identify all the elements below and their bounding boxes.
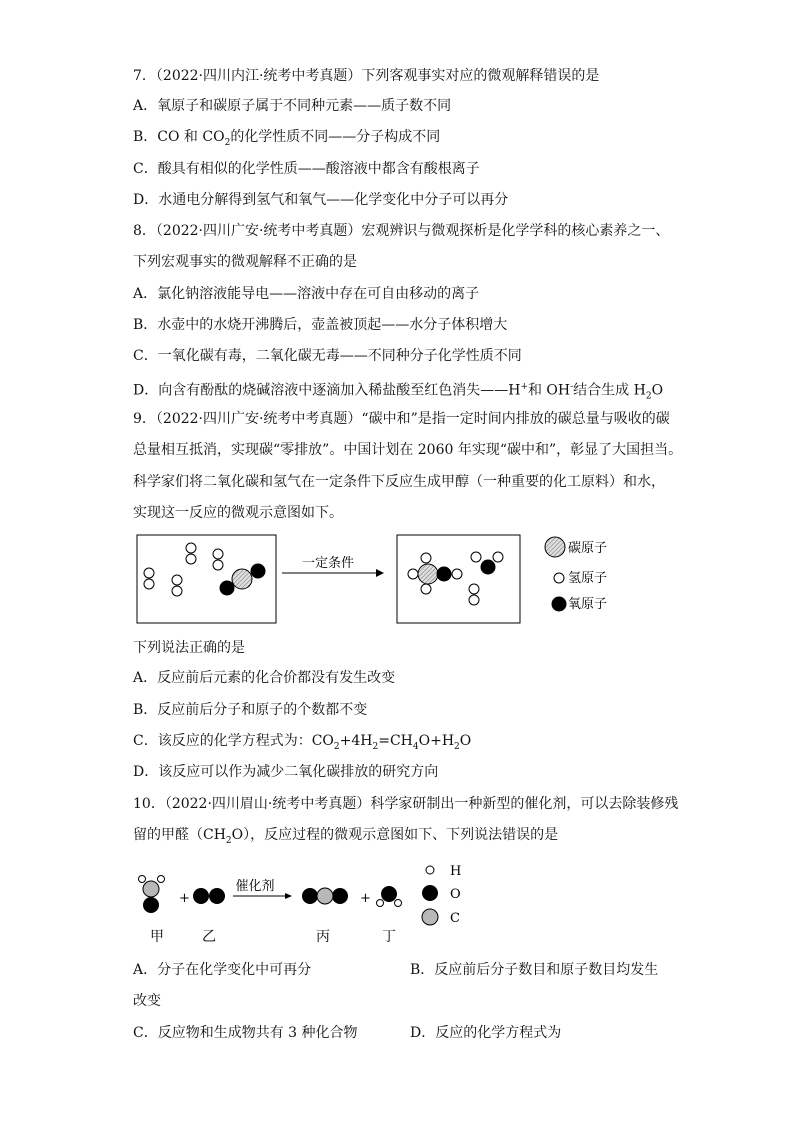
q9-option-a: A．反应前后元素的化合价都没有发生改变 [133,670,396,686]
hydrogen-atom [139,876,146,883]
hydrogen-atom [469,595,479,605]
plus-sign: + [360,891,371,906]
hydrogen-atom [144,579,154,589]
legend-hydrogen-icon [426,866,434,874]
hydrogen-atom [213,560,223,570]
name-jia: 甲 [150,929,164,945]
q10-option-b-cont: 改变 [133,993,161,1009]
carbon-atom [143,881,159,897]
legend-hydrogen-label: 氢原子 [568,571,608,586]
q10-option-b: B．反应前后分子数目和原子数目均发生 [410,962,659,978]
q9-stem-line4: 实现这一反应的微观示意图如下。 [133,505,343,521]
q9-option-c: C．该反应的化学方程式为：$CO_2+4H_2=CH_4O+H_2O$ [133,733,472,752]
q9-reaction-diagram [130,530,630,630]
hydrogen-atom [421,553,431,563]
q8-option-c: C．一氧化碳有毒，二氧化碳无毒——不同种分子化学性质不同 [133,348,522,364]
legend-h-label: H [450,864,462,879]
carbon-atom [232,569,252,589]
arrow-head-icon [285,893,292,899]
hydrogen-atom [408,569,418,579]
hydrogen-atom [213,549,223,559]
oxygen-atom [481,560,496,575]
q10-reaction-diagram [130,855,490,950]
q10-stem-line2: 留的甲醛$(CH_2O)$，反应过程的微观示意图如下、下列说法错误的是 [133,827,559,846]
reactant-box [137,535,276,623]
hydrogen-atom [172,575,182,585]
carbon-atom [418,564,438,584]
hydrogen-atom [421,584,431,594]
legend-carbon-label: 碳原子 [568,541,608,556]
name-bing: 丙 [316,929,330,945]
q9-option-b: B．反应前后分子和原子的个数都不变 [133,702,368,718]
carbon-atom [317,888,333,904]
legend-oxygen-icon [422,885,438,901]
q7-option-c: C．酸具有相似的化学性质——酸溶液中都含有酸根离子 [133,161,480,177]
hydrogen-atom [395,900,402,907]
oxygen-atom [251,564,266,579]
oxygen-atom [209,888,225,904]
hydrogen-atom [172,586,182,596]
q9-stem-line2: 总量相互抵消，实现碳“零排放”。中国计划在 2060 年实现“碳中和”，彰显了大国担当。 [133,442,683,458]
q9-stem-line1: 9．（2022·四川广安·统考中考真题）“碳中和”是指一定时间内排放的碳总量与吸收的碳 [133,411,670,427]
q7-option-b: B．CO 和 $CO_2$的化学性质不同——分子构成不同 [133,129,441,148]
oxygen-atom [437,567,452,582]
legend-carbon-icon [422,909,438,925]
q7-option-a: A．氧原子和碳原子属于不同种元素——质子数不同 [133,98,452,114]
q8-option-a: A．氯化钠溶液能导电——溶液中存在可自由移动的离子 [133,286,480,302]
plus-sign: + [179,891,190,906]
hydrogen-atom [186,543,196,553]
q9-option-d: D．该反应可以作为减少二氧化碳排放的研究方向 [133,764,439,780]
oxygen-atom [302,888,318,904]
arrow-head-icon [376,569,384,577]
q8-stem-line2: 下列宏观事实的微观解释不正确的是 [133,254,357,270]
legend-o-label: O [450,887,461,902]
q9-stem-line3: 科学家们将二氧化碳和氢气在一定条件下反应生成甲醇（一种重要的化工原料）和水， [133,474,665,490]
legend-c-label: C [450,911,460,926]
legend-hydrogen-icon [554,573,564,583]
oxygen-atom [143,897,159,913]
q8-option-d: D．向含有酚酞的烧碱溶液中逐滴加入稀盐酸至红色消失——H+和 OH-结合生成 $H_2O$ [133,382,664,402]
q8-option-b: B．水壶中的水烧开沸腾后，壶盖被顶起——水分子体积增大 [133,317,508,333]
oxygen-atom [381,886,397,902]
q10-option-d: D．反应的化学方程式为 [410,1025,562,1041]
catalyst-label: 催化剂 [235,879,275,894]
hydrogen-atom [144,568,154,578]
oxygen-atom [332,888,348,904]
legend-carbon-icon [545,537,565,557]
name-ding: 丁 [382,929,396,945]
q10-option-a: A．分子在化学变化中可再分 [133,962,312,978]
hydrogen-atom [377,900,384,907]
hydrogen-atom [158,876,165,883]
name-yi: 乙 [202,929,216,945]
q9-ask: 下列说法正确的是 [133,640,245,656]
hydrogen-atom [471,552,481,562]
q10-option-c: C．反应物和生成物共有 3 种化合物 [133,1025,358,1041]
oxygen-atom [193,888,209,904]
hydrogen-atom [493,552,503,562]
q8-stem-line1: 8．（2022·四川广安·统考中考真题）宏观辨识与微观探析是化学学科的核心素养之一、 [133,223,670,239]
legend-oxygen-icon [552,597,567,612]
q7-option-d: D．水通电分解得到氢气和氧气——化学变化中分子可以再分 [133,192,509,208]
hydrogen-atom [186,554,196,564]
hydrogen-atom [452,569,462,579]
legend-oxygen-label: 氧原子 [568,597,608,612]
hydrogen-atom [469,584,479,594]
q10-stem-line1: 10．（2022·四川眉山·统考中考真题）科学家研制出一种新型的催化剂，可以去除装修残 [133,796,679,812]
q7-stem: 7．（2022·四川内江·统考中考真题）下列客观事实对应的微观解释错误的是 [133,68,600,84]
condition-label: 一定条件 [301,556,355,571]
